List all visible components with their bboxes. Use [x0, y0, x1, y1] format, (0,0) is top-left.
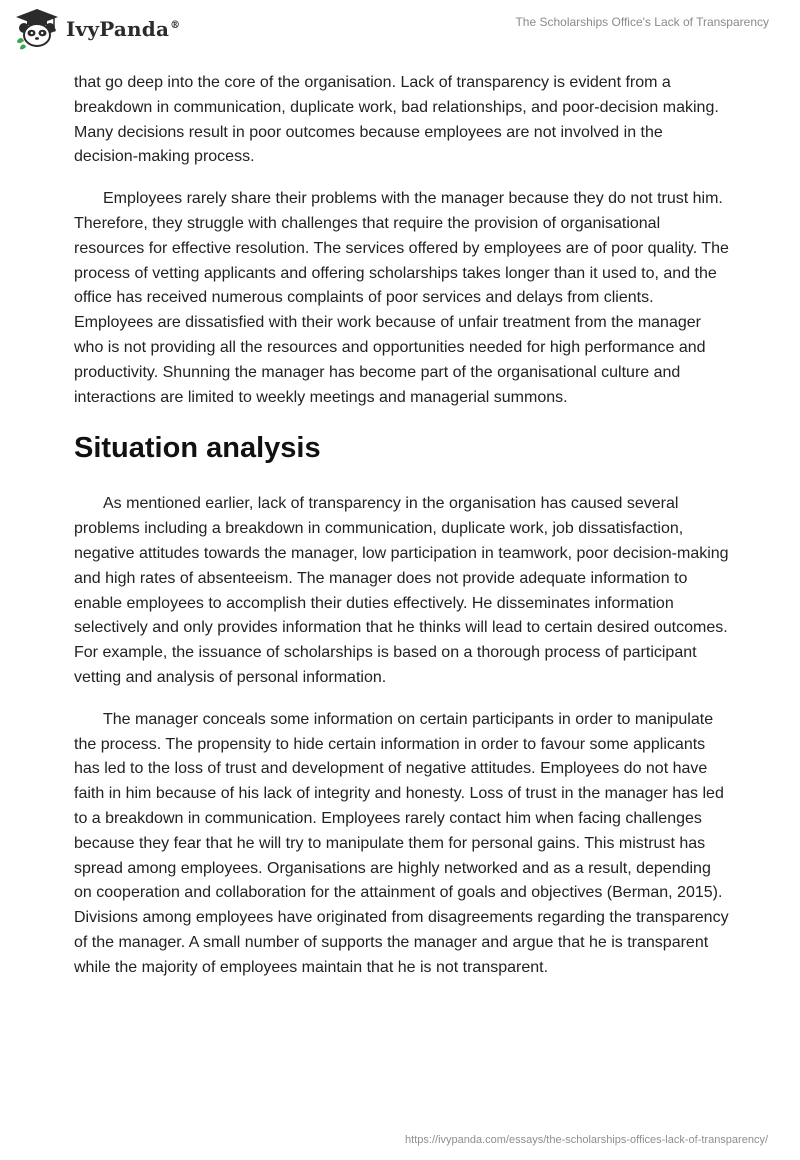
paragraph: that go deep into the core of the organisation. Lack of transparency is evident from a breakdown in communication, duplicate work, bad relationships, and poor-decision making. Many decisions result in poor outcomes because employees are not involved in the decision-making process. — [74, 74, 719, 166]
source-url[interactable]: https://ivypanda.com/essays/the-scholarships-offices-lack-of-transparency/ — [405, 1134, 768, 1146]
paragraph: As mentioned earlier, lack of transparency in the organisation has caused several problems including a breakdown in communication, duplicate work, job dissatisfaction, negative attitudes towards the manager, low participation in teamwork, poor decision-making and high rates of absenteeism. The manager does not provide adequate information to enable employees to accomplish their duties effectively. He disseminates information selectively and only provides information that he thinks will lead to certain desired outcomes. For example, the issuance of scholarships is based on a thorough process of participant vetting and analysis of personal information. — [74, 495, 729, 686]
essay-body — [74, 71, 730, 998]
panda-graduate-icon — [14, 8, 60, 50]
registered-mark: ® — [170, 20, 181, 32]
document-title: The Scholarships Office's Lack of Transparency — [515, 15, 769, 29]
paragraph: Employees rarely share their problems with the manager because they do not trust him. Therefore, they struggle with challenges that require the provision of organisational resources for effective resolution. The services offered by employees are of poor quality. The process of vetting applicants and offering scholarships takes longer than it used to, and the office has received numerous complaints of poor services and delays from clients. Employees are dissatisfied with their work because of unfair treatment from the manager who is not providing all the resources and opportunities needed for high performance and productivity. Shunning the manager has become part of the organisational culture and interactions are limited to weekly meetings and managerial summons. — [74, 190, 729, 406]
logo-wordmark: IvyPanda® — [66, 17, 181, 41]
page-header — [0, 0, 800, 64]
ivypanda-logo[interactable] — [14, 8, 180, 50]
paragraph: The manager conceals some information on certain participants in order to manipulate the process. The propensity to hide certain information in order to favour some applicants has led to the loss of trust and development of negative attitudes. Employees do not have faith in him because of his lack of integrity and honesty. Loss of trust in the manager has led to a breakdown in communication. Employees rarely contact him when facing challenges because they fear that he will try to manipulate them for personal gains. This mistrust has spread among employees. Organisations are highly networked and as a result, depending on cooperation and collaboration for the attainment of goals and objectives (Berman, 2015). Divisions among employees have originated from disagreements regarding the transparency of the manager. A small number of supports the manager and argue that he is transparent while the majority of employees maintain that he is not transparent. — [74, 710, 729, 976]
section-heading: Situation analysis — [74, 432, 321, 465]
